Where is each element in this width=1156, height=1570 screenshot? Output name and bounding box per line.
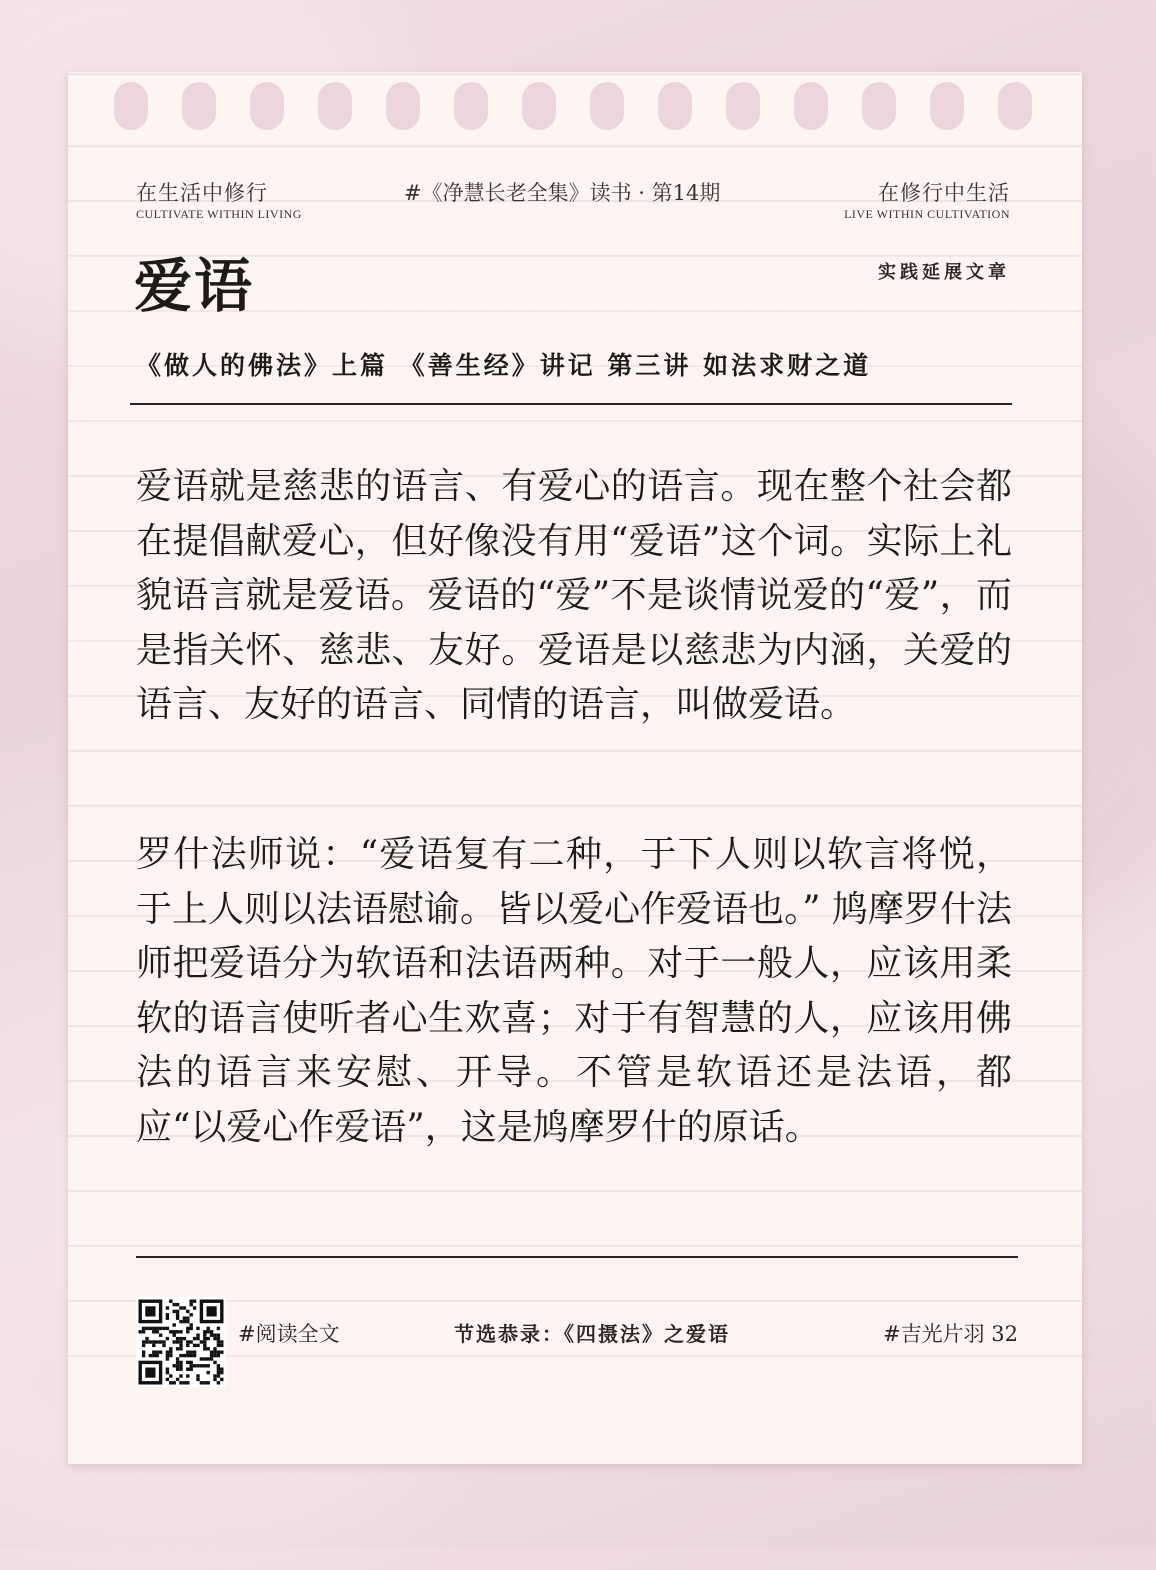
binding-hole <box>930 82 964 130</box>
binding-hole <box>726 82 760 130</box>
body-paragraph: 爱语就是慈悲的语言、有爱心的语言。现在整个社会都在提倡献爱心，但好像没有用“爱语”这个词。实际上礼貌语言就是爱语。爱语的“爱”不是谈情说爱的“爱”，而是指关怀、慈悲、友好。爱语是以慈悲为内涵，关爱的语言、友好的语言、同情的语言，叫做爱语。 <box>136 466 1012 725</box>
header-right <box>844 180 1010 222</box>
binding-hole <box>522 82 556 130</box>
binding-hole <box>114 82 148 130</box>
binding-hole <box>658 82 692 130</box>
excerpt-source: 节选恭录：《四摄法》之爱语 <box>454 1322 730 1346</box>
read-full-link[interactable]: #阅读全文 <box>238 1322 340 1346</box>
binding-hole <box>590 82 624 130</box>
series-label: #吉光片羽 32 <box>883 1322 1018 1346</box>
header-left-en: CULTIVATE WITHIN LIVING <box>136 207 302 221</box>
binding-hole <box>454 82 488 130</box>
header-right-en: LIVE WITHIN CULTIVATION <box>844 207 1010 221</box>
binding-hole <box>182 82 216 130</box>
page-title: 爱语 <box>134 252 255 320</box>
header-left <box>136 180 302 222</box>
qr-code-icon[interactable] <box>136 1297 226 1387</box>
binding-hole <box>386 82 420 130</box>
source-subtitle: 《做人的佛法》上篇 《善生经》讲记 第三讲 如法求财之道 <box>136 351 872 380</box>
article-tag: 实践延展文章 <box>878 262 1010 283</box>
header-right-cn: 在修行中生活 <box>878 181 1010 205</box>
binding-hole <box>794 82 828 130</box>
binding-hole <box>998 82 1032 130</box>
notepaper <box>68 72 1082 1464</box>
binding-hole <box>250 82 284 130</box>
binding-hole <box>862 82 896 130</box>
binding-hole <box>318 82 352 130</box>
body-paragraph: 罗什法师说：“爱语复有二种，于下人则以软言将悦，于上人则以法语慰谕。皆以爱心作爱语也。” 鸠摩罗什法师把爱语分为软语和法语两种。对于一般人，应该用柔软的语言使听者心生欢喜；对于有智慧的人，应该用佛法的语言来安慰、开导。不管是软语还是法语，都应“以爱心作爱语”，这是鸠摩罗什的原话。 <box>136 834 1012 1148</box>
divider <box>130 403 1012 405</box>
divider <box>136 1256 1018 1258</box>
issue-label: #《净慧长老全集》读书 · 第14期 <box>404 181 721 205</box>
torn-edge <box>68 1404 1082 1464</box>
header-left-cn: 在生活中修行 <box>136 181 268 205</box>
